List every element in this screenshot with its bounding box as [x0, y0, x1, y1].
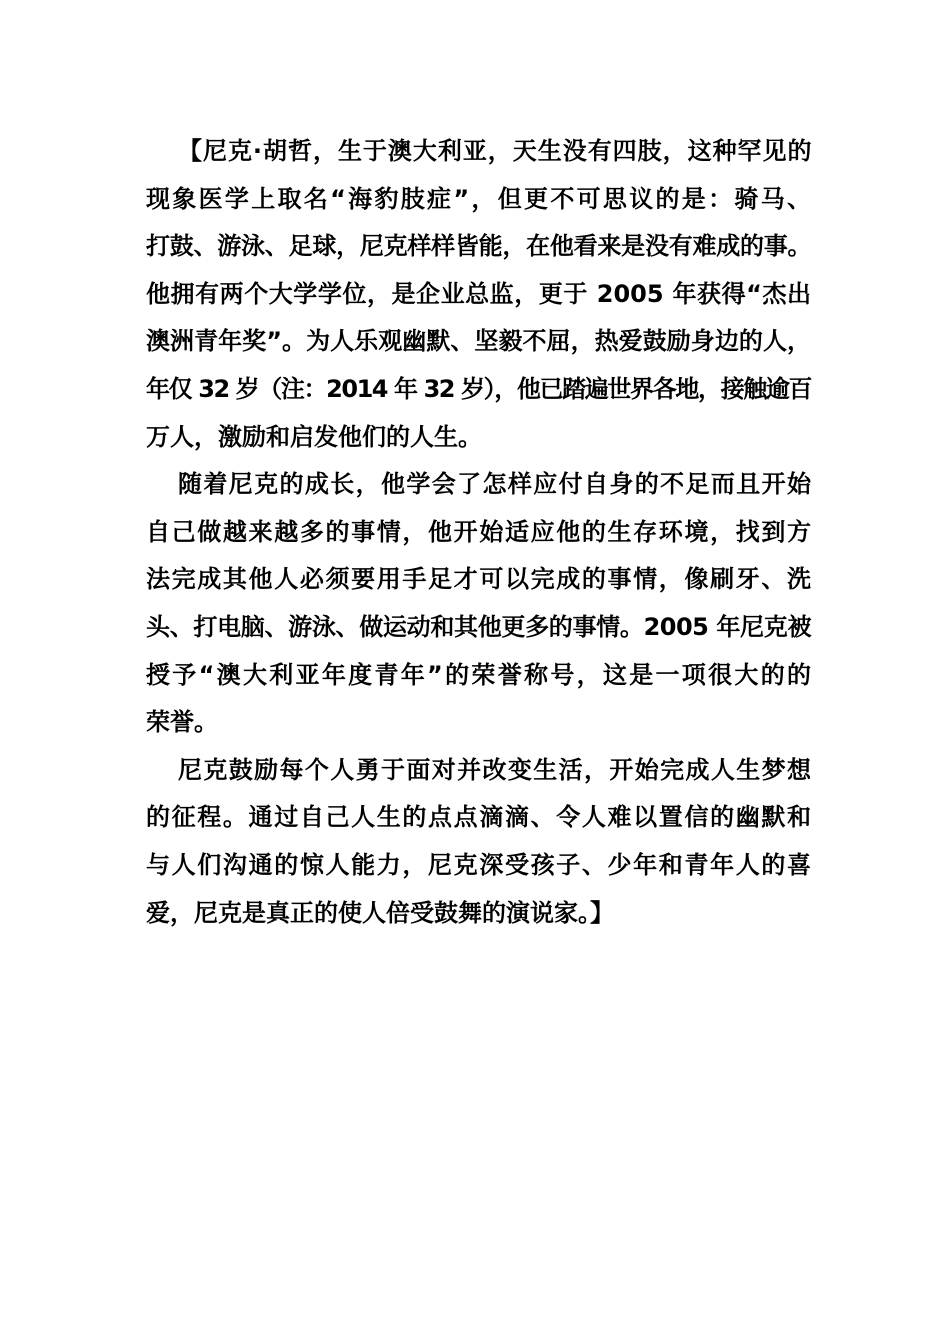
text-line: 自己做越来越多的事情，他开始适应他的生存环境，找到方	[146, 517, 811, 546]
document-body	[146, 128, 811, 937]
text-line: 授予“澳大利亚年度青年”的荣誉称号，这是一项很大的的	[146, 660, 811, 689]
text-line: 万人，激励和启发他们的人生。	[146, 422, 482, 451]
text-line: 年仅 32 岁（注：2014 年 32 岁），他已踏遍世界各地，接触逾百	[146, 374, 811, 403]
text-line: 与人们沟通的惊人能力，尼克深受孩子、少年和青年人的喜	[146, 850, 811, 879]
paragraph-1	[146, 128, 811, 461]
text-line: 现象医学上取名“海豹肢症”，但更不可思议的是：骑马、	[146, 184, 811, 213]
text-line: 头、打电脑、游泳、做运动和其他更多的事情。2005 年尼克被	[146, 612, 811, 641]
paragraph-3	[146, 747, 811, 937]
text-line: 荣誉。	[146, 708, 218, 737]
text-line: 法完成其他人必须要用手足才可以完成的事情，像刷牙、洗	[146, 565, 811, 594]
text-line: 澳洲青年奖”。为人乐观幽默、坚毅不屈，热爱鼓励身边的人，	[146, 327, 811, 356]
text-line: 随着尼克的成长，他学会了怎样应付自身的不足而且开始	[178, 470, 811, 499]
text-line: 【尼克·胡哲，生于澳大利亚，天生没有四肢，这种罕见的	[178, 137, 811, 165]
text-line: 打鼓、游泳、足球，尼克样样皆能，在他看来是没有难成的事。	[146, 232, 811, 261]
text-line: 尼克鼓励每个人勇于面对并改变生活，开始完成人生梦想	[178, 755, 811, 784]
text-line: 他拥有两个大学学位，是企业总监，更于 2005 年获得“杰出	[146, 279, 811, 308]
text-line: 爱，尼克是真正的使人倍受鼓舞的演说家。】	[146, 898, 614, 927]
paragraph-2	[146, 461, 811, 747]
text-line: 的征程。通过自己人生的点点滴滴、令人难以置信的幽默和	[146, 803, 811, 832]
